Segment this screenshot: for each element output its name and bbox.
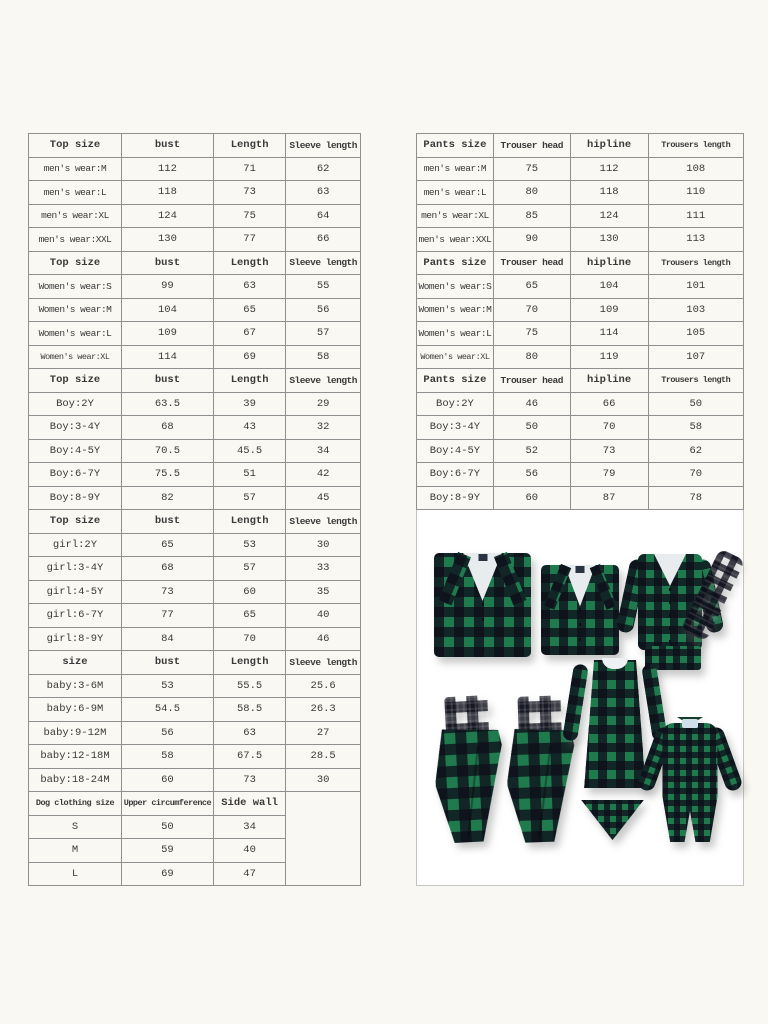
size-label-cell: Boy:8-9Y xyxy=(417,486,494,510)
size-label-cell: baby:3-6M xyxy=(29,674,122,698)
measurement-cell: 66 xyxy=(570,392,648,416)
column-header: Sleeve length xyxy=(286,369,361,393)
size-label-cell: Boy:6-7Y xyxy=(417,463,494,487)
table-row xyxy=(417,275,744,299)
measurement-cell: 46 xyxy=(493,392,570,416)
size-label-cell: Women's wear:M xyxy=(29,298,122,322)
table-row xyxy=(29,392,361,416)
measurement-cell: 66 xyxy=(286,228,361,252)
table-row xyxy=(417,439,744,463)
measurement-cell: 60 xyxy=(213,580,285,604)
size-label-cell: baby:6-9M xyxy=(29,698,122,722)
top-size-tables-block xyxy=(28,133,361,886)
column-header: bust xyxy=(121,134,213,158)
column-header: bust xyxy=(121,251,213,275)
dog-bandana-image xyxy=(580,800,645,840)
size-label-cell: M xyxy=(29,839,122,863)
measurement-cell: 63 xyxy=(213,721,285,745)
size-label-cell: Women's wear:XL xyxy=(29,345,122,369)
measurement-cell: 28.5 xyxy=(286,745,361,769)
measurement-cell: 107 xyxy=(648,345,744,369)
table-row xyxy=(417,298,744,322)
size-label-cell: Women's wear:S xyxy=(29,275,122,299)
column-header: Trouser head xyxy=(493,369,570,393)
size-label-cell: girl:8-9Y xyxy=(29,627,122,651)
column-header: Side wall xyxy=(213,792,285,816)
size-label-cell: Women's wear:XL xyxy=(417,345,494,369)
measurement-cell: 57 xyxy=(213,557,285,581)
top-size-table xyxy=(28,133,361,886)
table-row xyxy=(29,486,361,510)
measurement-cell: 109 xyxy=(570,298,648,322)
table-row xyxy=(29,768,361,792)
size-label-cell: Women's wear:L xyxy=(29,322,122,346)
measurement-cell: 58 xyxy=(648,416,744,440)
column-header: Pants size xyxy=(417,134,494,158)
measurement-cell: 114 xyxy=(121,345,213,369)
section-header-row xyxy=(29,792,361,816)
measurement-cell: 52 xyxy=(493,439,570,463)
measurement-cell: 70 xyxy=(648,463,744,487)
table-row xyxy=(417,416,744,440)
table-row xyxy=(417,157,744,181)
measurement-cell: 63.5 xyxy=(121,392,213,416)
shirt-tag xyxy=(478,554,487,561)
table-row xyxy=(29,604,361,628)
measurement-cell: 77 xyxy=(213,228,285,252)
table-row xyxy=(29,557,361,581)
column-header: size xyxy=(29,651,122,675)
measurement-cell: 32 xyxy=(286,416,361,440)
measurement-cell: 67.5 xyxy=(213,745,285,769)
measurement-cell: 118 xyxy=(121,181,213,205)
size-label-cell: S xyxy=(29,815,122,839)
section-header-row xyxy=(29,651,361,675)
measurement-cell: 35 xyxy=(286,580,361,604)
measurement-cell: 73 xyxy=(121,580,213,604)
size-label-cell: Women's wear:S xyxy=(417,275,494,299)
column-header: Sleeve length xyxy=(286,134,361,158)
measurement-cell: 30 xyxy=(286,533,361,557)
measurement-cell: 73 xyxy=(570,439,648,463)
kids-top-buttons xyxy=(669,588,671,646)
column-header: Top size xyxy=(29,134,122,158)
measurement-cell: 62 xyxy=(648,439,744,463)
table-row xyxy=(417,463,744,487)
measurement-cell: 82 xyxy=(121,486,213,510)
size-label-cell: Boy:2Y xyxy=(417,392,494,416)
measurement-cell: 75.5 xyxy=(121,463,213,487)
romper-body xyxy=(662,723,717,842)
measurement-cell: 124 xyxy=(570,204,648,228)
table-row xyxy=(417,392,744,416)
column-header: hipline xyxy=(570,134,648,158)
measurement-cell: 101 xyxy=(648,275,744,299)
measurement-cell: 46 xyxy=(286,627,361,651)
size-label-cell: Boy:4-5Y xyxy=(417,439,494,463)
measurement-cell: 59 xyxy=(121,839,213,863)
shirt-buttons xyxy=(579,608,581,650)
measurement-cell: 50 xyxy=(493,416,570,440)
column-header: Trouser head xyxy=(493,134,570,158)
measurement-cell: 130 xyxy=(121,228,213,252)
adult-pajama-pants-left-image xyxy=(429,694,513,844)
measurement-cell: 56 xyxy=(286,298,361,322)
column-header: Length xyxy=(213,251,285,275)
measurement-cell: 105 xyxy=(648,322,744,346)
measurement-cell: 69 xyxy=(213,345,285,369)
table-row xyxy=(29,181,361,205)
table-row xyxy=(29,416,361,440)
column-header: Trousers length xyxy=(648,369,744,393)
dress-body xyxy=(580,660,650,788)
pants-size-table-body xyxy=(417,134,744,510)
measurement-cell: 73 xyxy=(213,768,285,792)
bandana-triangle xyxy=(580,800,645,840)
column-header: hipline xyxy=(570,369,648,393)
measurement-cell: 30 xyxy=(286,768,361,792)
table-row xyxy=(29,674,361,698)
measurement-cell: 54.5 xyxy=(121,698,213,722)
measurement-cell: 27 xyxy=(286,721,361,745)
measurement-cell: 90 xyxy=(493,228,570,252)
table-row xyxy=(29,275,361,299)
column-header: Dog clothing size xyxy=(29,792,122,816)
measurement-cell: 77 xyxy=(121,604,213,628)
table-row xyxy=(417,322,744,346)
measurement-cell: 79 xyxy=(570,463,648,487)
size-label-cell: girl:4-5Y xyxy=(29,580,122,604)
measurement-cell: 56 xyxy=(493,463,570,487)
measurement-cell: 108 xyxy=(648,157,744,181)
measurement-cell: 45 xyxy=(286,486,361,510)
product-collage-inner xyxy=(417,510,743,885)
measurement-cell: 75 xyxy=(493,157,570,181)
column-header: Top size xyxy=(29,510,122,534)
column-header: Upper circumference xyxy=(121,792,213,816)
measurement-cell: 55 xyxy=(286,275,361,299)
measurement-cell: 71 xyxy=(213,157,285,181)
measurement-cell: 34 xyxy=(286,439,361,463)
table-row xyxy=(417,228,744,252)
measurement-cell: 114 xyxy=(570,322,648,346)
size-label-cell: men's wear:XXL xyxy=(29,228,122,252)
measurement-cell: 78 xyxy=(648,486,744,510)
pants-waistband xyxy=(518,695,562,734)
measurement-cell: 104 xyxy=(121,298,213,322)
table-row xyxy=(29,157,361,181)
shirt-buttons xyxy=(482,603,484,652)
measurement-cell: 65 xyxy=(213,604,285,628)
measurement-cell: 64 xyxy=(286,204,361,228)
table-row xyxy=(29,721,361,745)
measurement-cell: 68 xyxy=(121,416,213,440)
size-label-cell: L xyxy=(29,862,122,886)
measurement-cell: 111 xyxy=(648,204,744,228)
baby-romper-image xyxy=(647,716,733,842)
measurement-cell: 65 xyxy=(213,298,285,322)
measurement-cell: 87 xyxy=(570,486,648,510)
measurement-cell: 84 xyxy=(121,627,213,651)
column-header: bust xyxy=(121,369,213,393)
measurement-cell: 70 xyxy=(493,298,570,322)
measurement-cell: 43 xyxy=(213,416,285,440)
size-label-cell: girl:2Y xyxy=(29,533,122,557)
pants-waistband xyxy=(444,695,488,735)
shirt-tag xyxy=(576,566,585,573)
size-label-cell: Boy:3-4Y xyxy=(29,416,122,440)
column-header: Length xyxy=(213,369,285,393)
measurement-cell: 67 xyxy=(213,322,285,346)
measurement-cell: 47 xyxy=(213,862,285,886)
measurement-cell: 69 xyxy=(121,862,213,886)
column-header: Top size xyxy=(29,369,122,393)
measurement-cell: 113 xyxy=(648,228,744,252)
column-header: hipline xyxy=(570,251,648,275)
size-label-cell: men's wear:M xyxy=(29,157,122,181)
table-row xyxy=(29,345,361,369)
column-header: Length xyxy=(213,134,285,158)
measurement-cell: 51 xyxy=(213,463,285,487)
size-label-cell: girl:3-4Y xyxy=(29,557,122,581)
size-label-cell: men's wear:M xyxy=(417,157,494,181)
measurement-cell: 104 xyxy=(570,275,648,299)
measurement-cell: 39 xyxy=(213,392,285,416)
table-row xyxy=(29,322,361,346)
measurement-cell: 26.3 xyxy=(286,698,361,722)
measurement-cell: 29 xyxy=(286,392,361,416)
table-row xyxy=(417,345,744,369)
measurement-cell: 75 xyxy=(493,322,570,346)
size-label-cell: men's wear:XL xyxy=(417,204,494,228)
measurement-cell: 50 xyxy=(648,392,744,416)
measurement-cell: 58.5 xyxy=(213,698,285,722)
column-header: bust xyxy=(121,651,213,675)
measurement-cell: 34 xyxy=(213,815,285,839)
column-header: Sleeve length xyxy=(286,651,361,675)
measurement-cell: 118 xyxy=(570,181,648,205)
measurement-cell: 58 xyxy=(121,745,213,769)
column-header: Length xyxy=(213,510,285,534)
column-header: Top size xyxy=(29,251,122,275)
size-label-cell: Women's wear:L xyxy=(417,322,494,346)
table-row xyxy=(29,698,361,722)
measurement-cell: 124 xyxy=(121,204,213,228)
measurement-cell: 63 xyxy=(213,275,285,299)
section-header-row xyxy=(417,251,744,275)
section-header-row xyxy=(29,510,361,534)
column-header: bust xyxy=(121,510,213,534)
column-header: Pants size xyxy=(417,251,494,275)
column-header: Trouser head xyxy=(493,251,570,275)
measurement-cell: 40 xyxy=(213,839,285,863)
mens-folded-shirt-image xyxy=(434,553,531,657)
measurement-cell: 110 xyxy=(648,181,744,205)
section-header-row xyxy=(29,134,361,158)
table-row xyxy=(29,204,361,228)
table-row xyxy=(417,204,744,228)
measurement-cell: 25.6 xyxy=(286,674,361,698)
measurement-cell: 109 xyxy=(121,322,213,346)
table-row xyxy=(29,580,361,604)
column-header: Trousers length xyxy=(648,134,744,158)
measurement-cell: 99 xyxy=(121,275,213,299)
table-row xyxy=(29,745,361,769)
measurement-cell: 33 xyxy=(286,557,361,581)
size-label-cell: Women's wear:M xyxy=(417,298,494,322)
romper-neck-inner xyxy=(682,719,698,728)
measurement-cell: 40 xyxy=(286,604,361,628)
empty-cell xyxy=(286,792,361,886)
column-header: Sleeve length xyxy=(286,510,361,534)
size-label-cell: Boy:2Y xyxy=(29,392,122,416)
table-row xyxy=(29,463,361,487)
size-label-cell: men's wear:L xyxy=(29,181,122,205)
size-label-cell: baby:18-24M xyxy=(29,768,122,792)
womens-folded-shirt-image xyxy=(541,565,619,655)
table-row xyxy=(29,298,361,322)
measurement-cell: 57 xyxy=(286,322,361,346)
column-header: Trousers length xyxy=(648,251,744,275)
measurement-cell: 57 xyxy=(213,486,285,510)
section-header-row xyxy=(417,369,744,393)
measurement-cell: 130 xyxy=(570,228,648,252)
size-label-cell: Boy:8-9Y xyxy=(29,486,122,510)
table-row xyxy=(29,439,361,463)
pants-size-table xyxy=(416,133,744,510)
top-size-table-body xyxy=(29,134,361,886)
measurement-cell: 70.5 xyxy=(121,439,213,463)
table-row xyxy=(417,486,744,510)
size-label-cell: baby:12-18M xyxy=(29,745,122,769)
size-label-cell: girl:6-7Y xyxy=(29,604,122,628)
table-row xyxy=(29,627,361,651)
size-label-cell: men's wear:XL xyxy=(29,204,122,228)
measurement-cell: 70 xyxy=(570,416,648,440)
table-row xyxy=(29,533,361,557)
measurement-cell: 103 xyxy=(648,298,744,322)
size-label-cell: men's wear:L xyxy=(417,181,494,205)
column-header: Length xyxy=(213,651,285,675)
table-row xyxy=(29,228,361,252)
measurement-cell: 63 xyxy=(286,181,361,205)
measurement-cell: 62 xyxy=(286,157,361,181)
measurement-cell: 85 xyxy=(493,204,570,228)
section-header-row xyxy=(417,134,744,158)
measurement-cell: 65 xyxy=(121,533,213,557)
measurement-cell: 80 xyxy=(493,181,570,205)
measurement-cell: 119 xyxy=(570,345,648,369)
measurement-cell: 80 xyxy=(493,345,570,369)
measurement-cell: 45.5 xyxy=(213,439,285,463)
measurement-cell: 65 xyxy=(493,275,570,299)
size-label-cell: baby:9-12M xyxy=(29,721,122,745)
measurement-cell: 70 xyxy=(213,627,285,651)
measurement-cell: 112 xyxy=(570,157,648,181)
measurement-cell: 53 xyxy=(213,533,285,557)
product-collage xyxy=(416,510,744,886)
measurement-cell: 50 xyxy=(121,815,213,839)
size-label-cell: Boy:3-4Y xyxy=(417,416,494,440)
measurement-cell: 68 xyxy=(121,557,213,581)
measurement-cell: 112 xyxy=(121,157,213,181)
size-label-cell: Boy:4-5Y xyxy=(29,439,122,463)
measurement-cell: 53 xyxy=(121,674,213,698)
section-header-row xyxy=(29,251,361,275)
measurement-cell: 60 xyxy=(121,768,213,792)
measurement-cell: 55.5 xyxy=(213,674,285,698)
measurement-cell: 56 xyxy=(121,721,213,745)
measurement-cell: 42 xyxy=(286,463,361,487)
pants-size-tables-block xyxy=(416,133,744,510)
column-header: Sleeve length xyxy=(286,251,361,275)
measurement-cell: 60 xyxy=(493,486,570,510)
measurement-cell: 73 xyxy=(213,181,285,205)
size-label-cell: Boy:6-7Y xyxy=(29,463,122,487)
section-header-row xyxy=(29,369,361,393)
measurement-cell: 58 xyxy=(286,345,361,369)
measurement-cell: 75 xyxy=(213,204,285,228)
table-row xyxy=(417,181,744,205)
column-header: Pants size xyxy=(417,369,494,393)
size-label-cell: men's wear:XXL xyxy=(417,228,494,252)
